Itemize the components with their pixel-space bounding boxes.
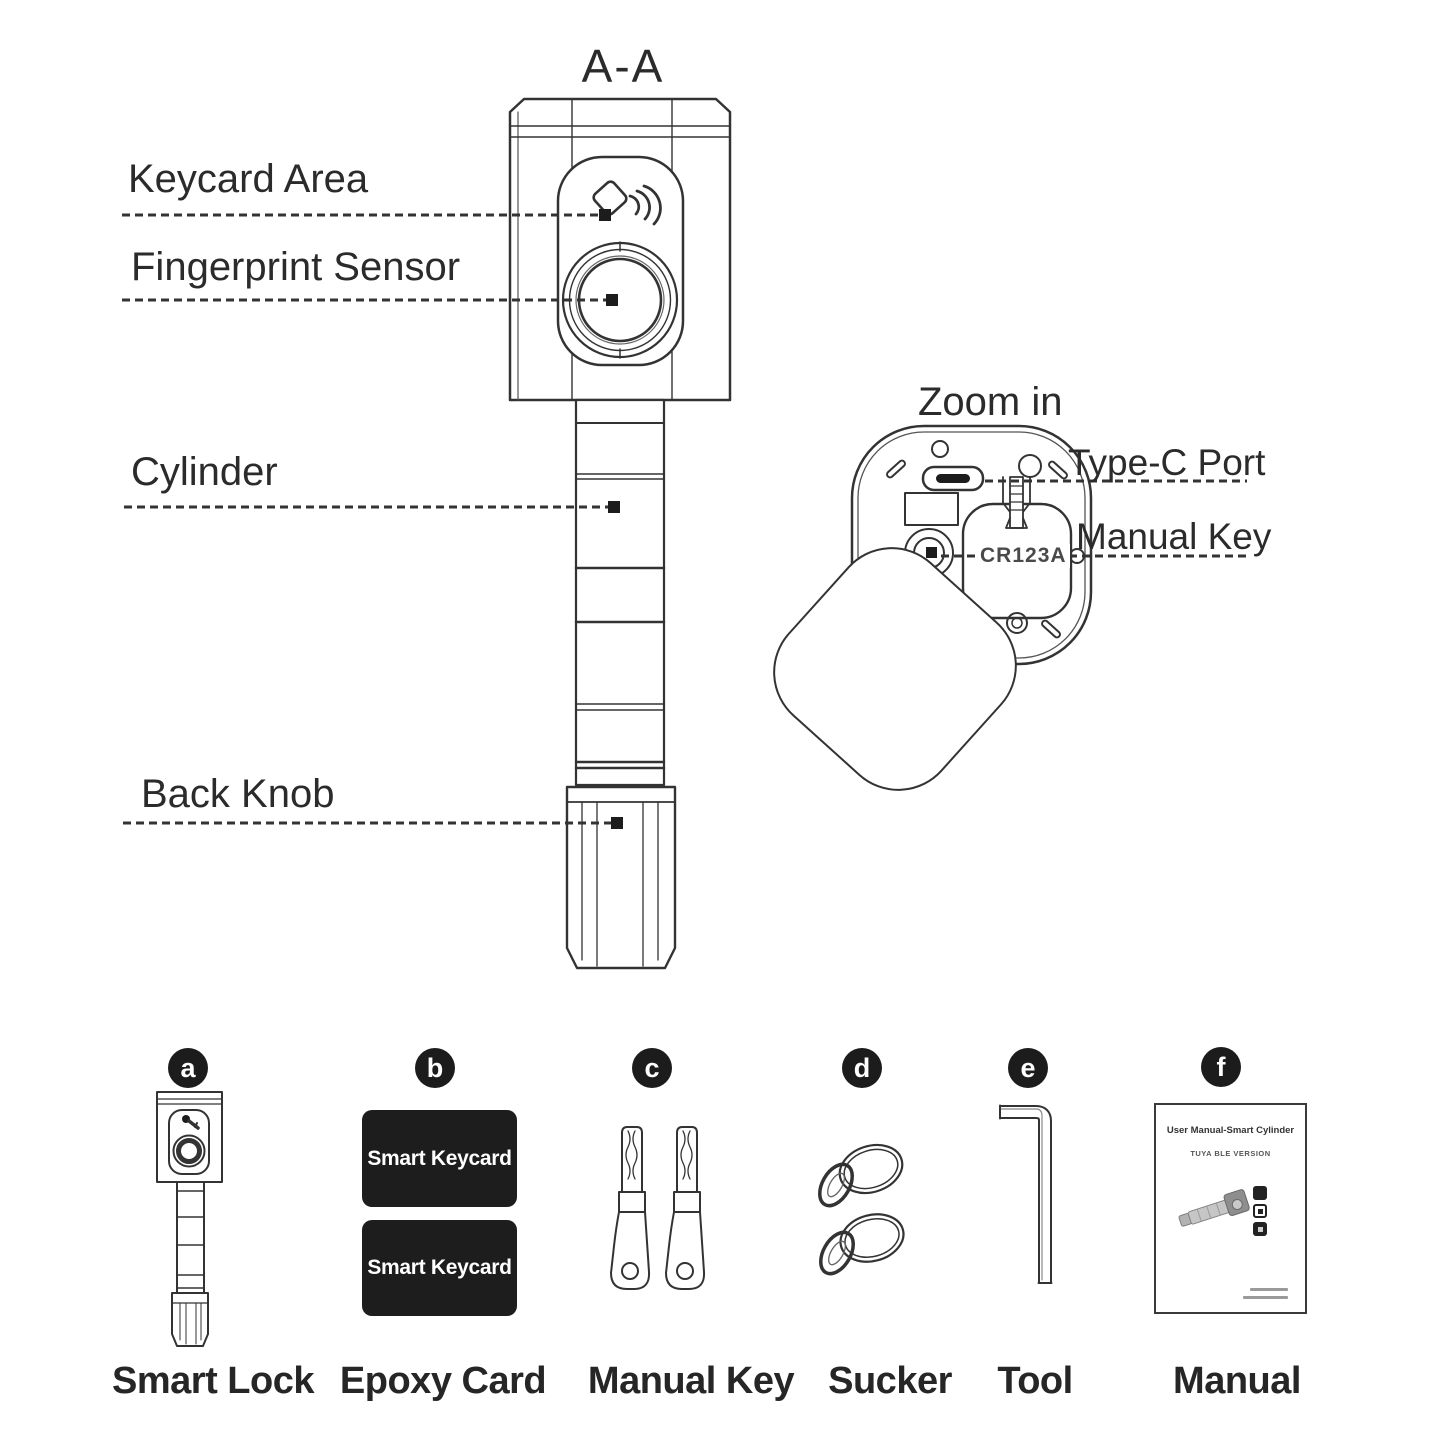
smart-keycard-1: Smart Keycard [362,1110,517,1207]
part-badge-b: b [415,1048,455,1088]
manual-key-label: Manual Key [1076,516,1272,557]
part-name-manual-key: Manual Key [587,1360,795,1402]
cylinder-label: Cylinder [131,450,278,494]
type-c-port-label: Type-C Port [1068,442,1266,483]
part-badge-a: a [168,1048,208,1088]
cover-thumb-1 [1253,1186,1267,1200]
cover-fineprint-line-1 [1250,1288,1288,1291]
part-name-epoxy-card: Epoxy Card [339,1360,547,1402]
part-name-manual: Manual [1173,1360,1301,1402]
sucker-2 [814,1208,909,1280]
manual-key-2 [666,1127,704,1289]
sucker-1 [813,1137,908,1211]
manual-key-1 [611,1127,649,1289]
manual-keys-drawing [611,1127,704,1289]
mini-smart-lock-drawing [157,1092,222,1346]
part-name-sucker: Sucker [828,1360,952,1402]
battery-model-label: CR123A [977,544,1070,568]
manual-booklet-title: User Manual-Smart Cylinder [1166,1125,1295,1136]
cover-thumb-2 [1253,1204,1267,1218]
back-cover-drawing [750,426,1247,814]
back-knob-drawing [567,787,675,968]
suckers-drawing [813,1137,909,1279]
zoom-in-title: Zoom in [918,380,1063,424]
part-name-smart-lock: Smart Lock [112,1360,314,1402]
smart-lock-front-drawing [510,99,730,968]
cover-thumb-3 [1253,1222,1267,1236]
cover-fineprint-line-2 [1243,1296,1288,1299]
part-name-tool: Tool [997,1360,1073,1402]
part-badge-c: c [632,1048,672,1088]
manual-booklet [1154,1103,1307,1314]
section-title: A-A [581,40,665,92]
part-badge-d: d [842,1048,882,1088]
hex-tool-drawing [1000,1106,1052,1284]
manual-key-marker [926,547,937,558]
smart-keycard-2: Smart Keycard [362,1220,517,1316]
part-badge-f: f [1201,1047,1241,1087]
keycard-area-label: Keycard Area [128,157,369,201]
cylinder-body-drawing [576,400,664,785]
back-knob-label: Back Knob [141,772,335,816]
fingerprint-sensor-label: Fingerprint Sensor [131,245,461,289]
manual-booklet-subtitle: TUYA BLE VERSION [1190,1149,1271,1158]
part-badge-e: e [1008,1048,1048,1088]
